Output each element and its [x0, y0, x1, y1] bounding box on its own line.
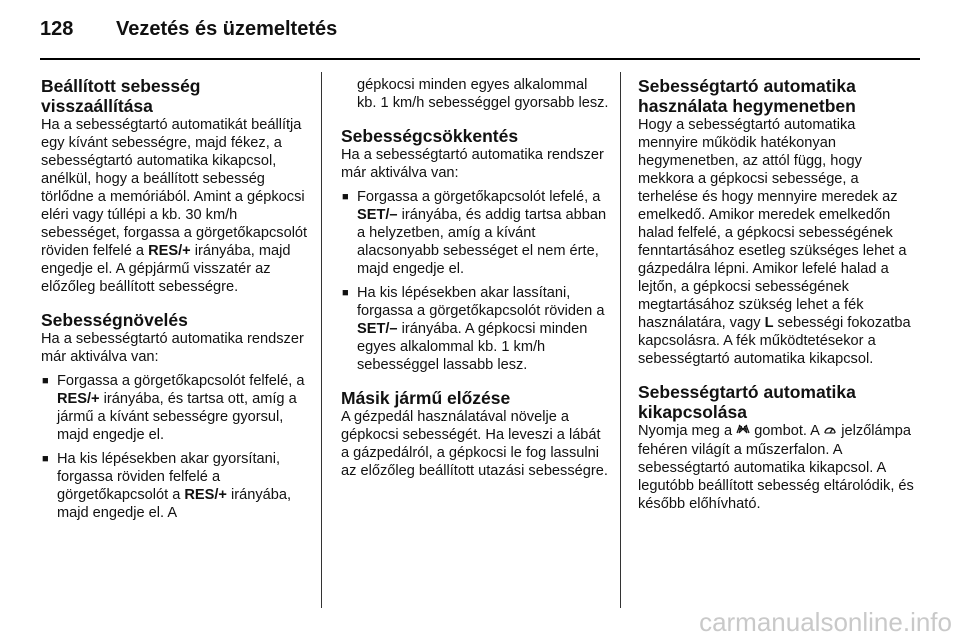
watermark: carmanualsonline.info — [699, 607, 952, 637]
heading-hill-use: Sebességtartó automatika használata hegymenetben — [638, 76, 856, 116]
heading-speed-increase: Sebességnövelés — [41, 310, 188, 330]
increase-list — [41, 372, 309, 522]
paragraph-continued: gépkocsi minden egyes alkalommal kb. 1 km/h sebességgel gyorsabb lesz. — [357, 77, 609, 111]
column-3 — [638, 76, 918, 513]
paragraph-resume: Ha a sebességtartó automatikát beállítja egy kívánt sebességre, majd fékez, a sebességtartó automatika kikapcsol, anélkül, hogy a beállított sebesség törlődne a memóriából. Amint a gépkocsi eléri vagy túllépi a kb. 30 km/h sebességet, forgassa a görgetőkapcsolót röviden felfelé a RES/+ irányába, majd engedje el. A gépjármű visszatér az előzőleg beállított sebességre. — [41, 117, 308, 295]
heading-overtaking: Másik jármű előzése — [341, 388, 511, 408]
cruise-lamp-icon — [823, 424, 837, 439]
paragraph-deactivation: Nyomja meg a gombot. A jelzőlámpa fehéren világít a műszerfalon. A sebességtartó automatika kikapcsol. A legutóbb beállított sebesség eltárolódik, és később előhívható. — [638, 423, 914, 512]
paragraph-overtaking: A gézpedál használatával növelje a gépkocsi sebességét. Ha leveszi a lábát a gázpedálról, a gépkocsi le fog lassulni az előzőleg beállított utazási sebességre. — [341, 409, 608, 479]
heading-deactivation: Sebességtartó automatika kikapcsolása — [638, 382, 856, 422]
column-1 — [41, 76, 309, 528]
list-item: ■ Ha kis lépésekben akar gyorsítani, forgassa röviden felfelé a görgetőkapcsolót a RES/+ irányába, majd engedje el. A — [41, 450, 309, 522]
header-rule — [40, 58, 920, 60]
list-item: ■ Forgassa a görgetőkapcsolót felfelé, a RES/+ irányába, és tartsa ott, amíg a jármű a kívánt sebességre gyorsul, majd engedje el. — [41, 372, 309, 444]
paragraph-increase-intro: Ha a sebességtartó automatika rendszer már aktiválva van: — [41, 331, 304, 365]
column-2 — [341, 76, 609, 480]
page-header — [40, 18, 920, 48]
heading-resume-speed: Beállított sebesség visszaállítása — [41, 76, 201, 116]
paragraph-decrease-intro: Ha a sebességtartó automatika rendszer már aktiválva van: — [341, 147, 604, 181]
cruise-off-button-icon — [736, 424, 750, 439]
list-item: ■ Forgassa a görgetőkapcsolót lefelé, a SET/– irányába, és addig tartsa abban a helyzetben, amíg a kívánt alacsonyabb sebességet el nem érte, majd engedje el. — [341, 188, 609, 278]
heading-speed-decrease: Sebességcsökkentés — [341, 126, 519, 146]
paragraph-hill: Hogy a sebességtartó automatika mennyire működik hatékonyan hegymenetben, az attól függ, hogy mekkora a gépkocsi sebessége, a terhelése és hogy mennyire meredek az emelkedő. Amikor meredek emelkedőn halad felfelé, a gépkocsi sebességének fenntartásához esetleg szükséges lehet a gázpedálra lépni. Amikor lefelé halad a lejtőn, a gépkocsi sebességének megtartásához szükség lehet a fék használatára, vagy L sebességi fokozatba kapcsolásra. A fék működtetésekor a sebességtartó automatika kikapcsol. — [638, 117, 911, 367]
column-divider-1 — [321, 72, 322, 608]
decrease-list — [341, 188, 609, 374]
column-divider-2 — [620, 72, 621, 608]
page-number: 128 — [40, 18, 74, 40]
list-item: ■ Ha kis lépésekben akar lassítani, forgassa a görgetőkapcsolót röviden a SET/– irányába. A gépkocsi minden egyes alkalommal kb. 1 km/h sebességgel lassabb lesz. — [341, 284, 609, 374]
page-title: Vezetés és üzemeltetés — [116, 18, 338, 40]
